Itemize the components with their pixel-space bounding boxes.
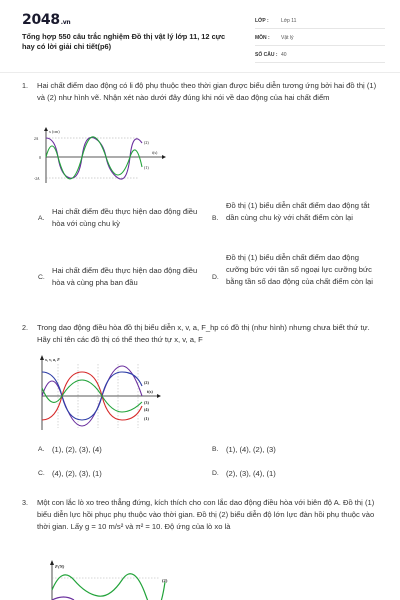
option-text: Hai chất điểm đều thực hiện dao động điều hòa và cùng pha ban đầu [52, 266, 198, 287]
question-1-option-a[interactable] [38, 206, 198, 232]
curve-label: (3) [144, 400, 149, 405]
option-letter: C. [38, 274, 45, 281]
curve-2 [52, 574, 165, 600]
question-text: Trong dao động điều hòa đồ thị biểu diễn x, v, a, F_hp có đồ thị (như hình) nhưng chưa biết thứ tự. Hãy chỉ tên các đồ thị có thể theo thứ tự x, v, a, F [37, 323, 370, 344]
curve-label: (1) [144, 416, 149, 421]
y-axis-label: x, v, a, F [45, 357, 60, 362]
meta-class-row [255, 14, 385, 29]
question-2-option-d[interactable] [212, 468, 362, 480]
option-letter: B. [212, 215, 219, 222]
question-2-option-b[interactable] [212, 444, 362, 456]
y-axis-arrow [50, 560, 54, 565]
curve-label: (2) [144, 380, 149, 385]
question-number: 3. [22, 498, 28, 507]
x-axis-arrow [162, 155, 166, 159]
option-text: Hai chất điểm đều thực hiện dao động điều hòa với cùng chu kỳ [52, 207, 198, 228]
question-2 [22, 322, 382, 346]
curve-label: (2) [144, 140, 149, 145]
option-text: Đồ thị (1) biểu diễn chất điểm dao động tắt dần cùng chu kỳ với chất điểm còn lại [226, 201, 370, 222]
meta-value: 40 [281, 52, 287, 58]
meta-value: Lớp 11 [281, 18, 297, 24]
option-text: (1), (2), (3), (4) [52, 445, 102, 454]
curve-label: (2) [162, 578, 168, 583]
curve-label: (1) [144, 165, 149, 170]
option-text: (1), (4), (2), (3) [226, 445, 276, 454]
page-header [0, 0, 400, 68]
x-axis-arrow [157, 394, 161, 398]
curve-label: (4) [144, 407, 149, 412]
meta-subject-row [255, 31, 385, 46]
question-1-figure [34, 127, 169, 187]
header-divider [0, 72, 400, 73]
question-1-option-b[interactable] [212, 200, 384, 238]
x-axis-label: t(s) [152, 150, 158, 155]
question-3 [22, 497, 382, 533]
question-2-option-a[interactable] [38, 444, 188, 456]
meta-value: Vật lý [281, 35, 294, 41]
question-1-option-c[interactable] [38, 265, 208, 291]
y-axis-arrow [40, 355, 44, 360]
curve-1 [46, 137, 142, 179]
meta-label: SỐ CÂU : [255, 52, 278, 58]
tick-label: -2A [34, 177, 40, 181]
meta-label: LỚP : [255, 18, 269, 24]
question-text: Hai chất điểm dao động có li độ phụ thuộc theo thời gian được biểu diễn tương ứng bởi hai đồ thị (1) và (2) như hình vẽ. Nhận xét nào dưới đây đúng khi nói về dao động của hai chất điểm [37, 81, 377, 102]
meta-count-row [255, 48, 385, 63]
question-1-option-d[interactable] [212, 252, 384, 304]
option-text: (2), (3), (4), (1) [226, 469, 276, 478]
tick-label: 0 [39, 155, 41, 160]
curve-2 [46, 137, 142, 179]
y-axis-label: F(N) [55, 564, 65, 569]
option-letter: D. [212, 470, 219, 477]
question-2-option-c[interactable] [38, 468, 188, 480]
y-axis-label: x (cm) [49, 129, 60, 134]
question-number: 2. [22, 323, 28, 332]
meta-panel [255, 14, 385, 65]
question-text: Một con lắc lò xo treo thẳng đứng, kích thích cho con lắc dao động điều hòa với biên độ A. Đồ thị (1) biểu diễn lực hồi phục phụ thuộc vào thời gian. Đồ thị (2) biểu diễn độ lớn lực đàn hồi phụ thuộc vào thời gian. Lấy g = 10 m/s² và π² = 10. Độ ứng của lò xo là [37, 498, 375, 531]
meta-label: MÔN : [255, 35, 270, 41]
question-number: 1. [22, 81, 28, 90]
tick-label: 2A [34, 137, 39, 141]
option-letter: D. [212, 274, 219, 281]
document-title: Tổng hợp 550 câu trắc nghiệm Đồ thị vật lý lớp 11, 12 cực hay có lời giải chi tiết(p6) [22, 32, 226, 51]
option-letter: B. [212, 446, 219, 453]
site-logo[interactable]: 2048.vn [22, 12, 71, 28]
option-letter: A. [38, 215, 45, 222]
option-letter: C. [38, 470, 45, 477]
y-axis-arrow [44, 127, 48, 131]
option-text: (4), (2), (3), (1) [52, 469, 102, 478]
question-1 [22, 80, 382, 104]
x-axis-label: t(s) [147, 389, 153, 394]
option-letter: A. [38, 446, 45, 453]
question-3-figure [40, 560, 190, 600]
question-2-figure [34, 352, 164, 432]
option-text: Đồ thị (1) biểu diễn chất điểm dao động cưỡng bức với tần số ngoại lực cưỡng bức bằng tần số dao động của chất điểm còn lại [226, 253, 373, 286]
